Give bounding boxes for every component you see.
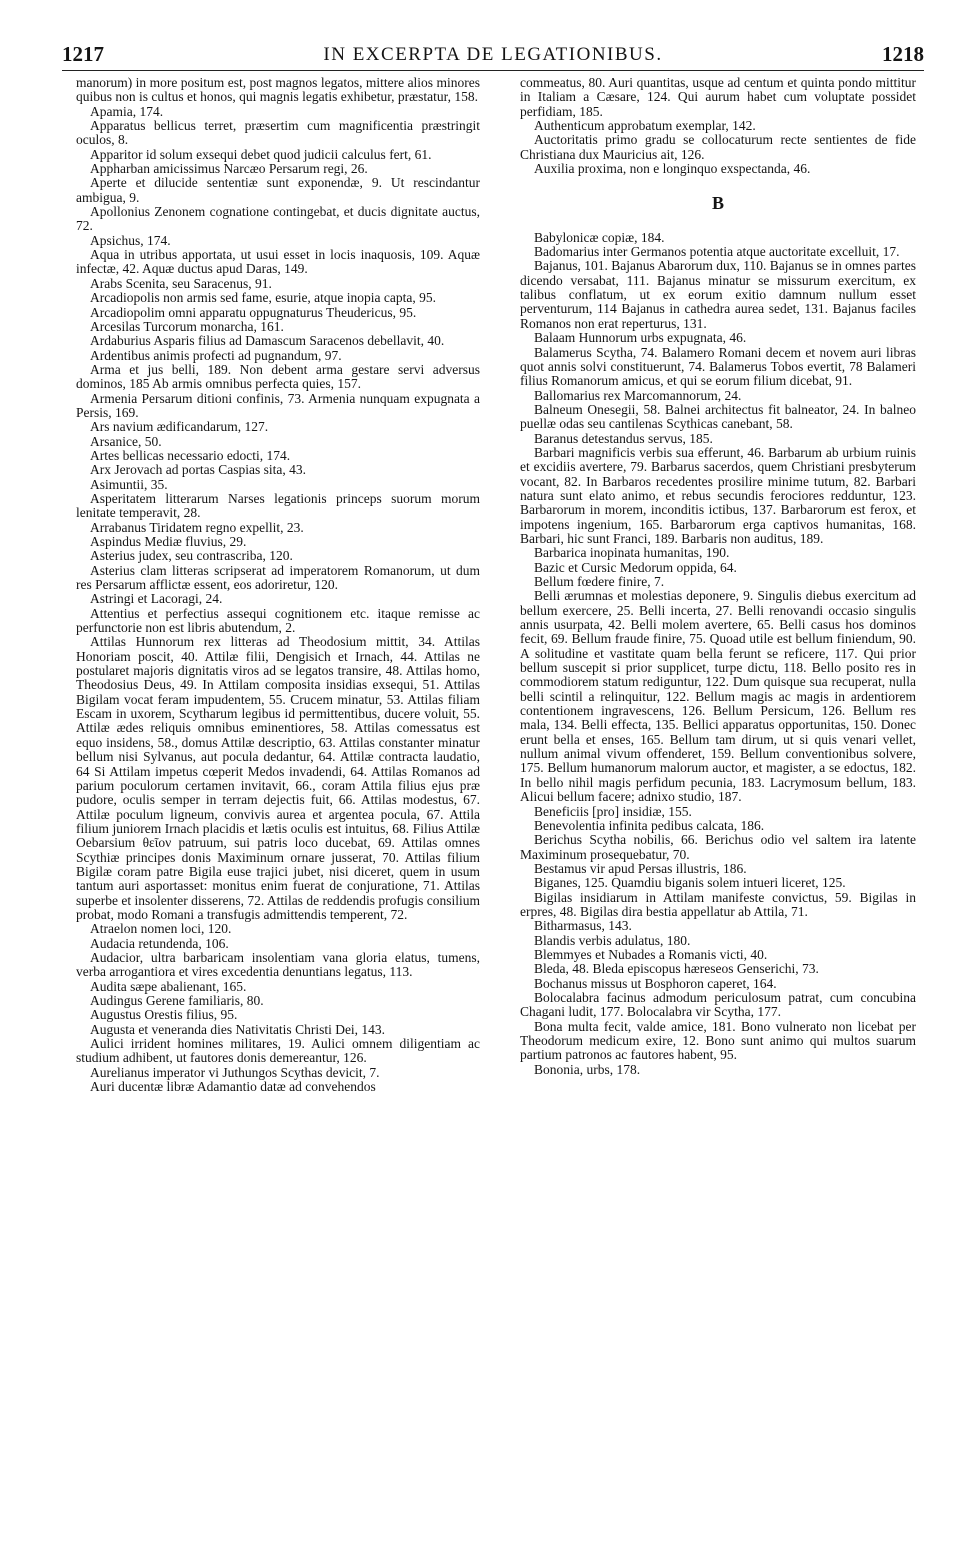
index-entry: Audita sæpe abalienant, 165. bbox=[90, 978, 247, 994]
index-entry: Balneum Onesegii, 58. Balnei architectus fit balneator, 24. In balneo puellæ odas seu cantilenas Scythicas canebant, 58. bbox=[520, 401, 916, 432]
index-entry: Attilas Hunnorum rex litteras ad Theodosium mittit, 34. Attilas Honoriam poscit, 40. Attilæ filii, Dengisich et Irnach, 44. Attilas ne postularet majoris dignitatis viros ad se legatos transire, 48. Attilas homo, Theodosius Deus, 49. In Attilam composita insidias exsequi, 51. Attilas Bigilam vocat feram impudentem, 55. Crucem minatur, 53. Attilas filiam Escam in uxorem, Scytharum legibus id permittentibus, ducere voluit, 55. Attilæ ædes reliquis omnibus eminentiores, 58. Attilas comessatus est equo insidens, 58., domus Attilæ descriptio, 63. Attilas constanter minatur bellum nisi Sylvanus, aut pocula dedantur, 64. Attilæ contracta laudatio, 64 Si Attilam impetus cœperit Medos invadendi, 64. Attilas Romanos ad parium poculorum certamen invitavit, 66., coram Attila filius ejus præ pudore, oculis semper in terram dejectis fuit, 66. Attilas modestus, 67. Attilæ poculum ligneum, convivis aurea et argentea pocula, 67. Attila filium juniorem Irnach placidis et lætis oculis est intuitus, 68. Filius Attilæ Oebarsium θεῖον patruum, sui patris loco ducebat, 69. Attilas omnes Scythiæ principes donis Maximinum ornare jusserat, 70. Attilas filium Bigilæ coram patre Bigila euse trajici jubet, nisi diceret, quem in usum tantum auri asportasset: monitus enim fuerat de conjuratione, 71. Attilas superbe et insolenter disserens, 72. Attilas de reddendis profugis consilium probat, modo Romani a transfugis admittendis temperent, 72. bbox=[76, 634, 480, 922]
index-entry: Arma et jus belli, 189. Non debent arma gestare servi adversus dominos, 185 Ab armis omnibus perfecta quies, 157. bbox=[76, 361, 480, 392]
index-entry: Balamerus Scytha, 74. Balamero Romani decem et novem auri libras quot annis solvi constituerunt, 74. Balamerus Tobos evertit, 78 Balameri filius Romanorum amicus, et qui se eorum filium dicebat, 91. bbox=[520, 344, 916, 389]
index-entry: Badomarius inter Germanos potentia atque auctoritate excelluit, 17. bbox=[534, 244, 900, 260]
page-number-left: 1217 bbox=[62, 42, 104, 66]
page-header bbox=[62, 36, 924, 71]
index-entry: Aspindus Mediæ fluvius, 29. bbox=[90, 534, 247, 549]
index-entry: Bochanus missus ut Bosphoron caperet, 164. bbox=[534, 975, 777, 991]
index-entry: Artes bellicas necessario edocti, 174. bbox=[90, 447, 291, 463]
index-entry: Apamia, 174. bbox=[90, 103, 164, 119]
index-entry: Balaam Hunnorum urbs expugnata, 46. bbox=[534, 330, 747, 346]
index-entry: Biganes, 125. Quamdiu biganis solem intueri liceret, 125. bbox=[534, 875, 846, 891]
index-entry: Bononia, urbs, 178. bbox=[534, 1061, 641, 1077]
running-title: IN EXCERPTA DE LEGATIONIBUS. bbox=[323, 44, 663, 65]
index-entry: Bona multa fecit, valde amice, 181. Bono vulnerato non licebat per Theodorum medicum exire, 12. Bono sunt animo qui multos suarum partium patronos ac fautores habent, 95. bbox=[520, 1018, 916, 1063]
index-entry: Berichus Scytha nobilis, 66. Berichus odio vel saltem ira latente Maximinum prosequebatur, 70. bbox=[520, 832, 916, 862]
index-entry: Apparitor id solum exsequi debet quod judicii calculus fert, 61. bbox=[90, 146, 432, 162]
index-entry: Aqua in utribus apportata, ut usui esset in locis inaquosis, 109. Aquæ infectæ, 42. Aquæ ductus apud Daras, 149. bbox=[76, 247, 480, 277]
index-entry: Apsichus, 174. bbox=[90, 232, 171, 248]
index-entry: Atraelon nomen loci, 120. bbox=[90, 921, 232, 937]
index-entry: Arrabanus Tiridatem regno expellit, 23. bbox=[90, 519, 304, 535]
index-entry: Augusta et veneranda dies Nativitatis Christi Dei, 143. bbox=[90, 1021, 386, 1037]
index-entry: Baranus detestandus servus, 185. bbox=[534, 430, 713, 446]
index-entry: Aperte et dilucide sententiæ sunt exponendæ, 9. Ut rescindantur ambigua, 9. bbox=[76, 175, 480, 205]
index-entries-a bbox=[520, 76, 916, 176]
index-entry: Blandis verbis adulatus, 180. bbox=[534, 932, 691, 948]
index-entry: Appharban amicissimus Narcæo Persarum regi, 26. bbox=[90, 161, 368, 177]
index-entry: Ardentibus animis profecti ad pugnandum, 97. bbox=[90, 347, 342, 363]
index-entry: Bigilas insidiarum in Attilam manifeste convictus, 59. Bigilas in erpres, 48. Bigilas dira bestia appellatur ab Attila, 71. bbox=[520, 889, 916, 919]
index-entry: Aulici irrident homines militares, 19. Aulici omnem diligentiam ac studium adhibent, ut fautores donis demereantur, 126. bbox=[76, 1036, 480, 1066]
index-entry: Barbari magnificis verbis sua efferunt, 46. Barbarum ab urbium ruinis et excidiis avertere, 79. Barbarus sacerdos, quem Christiani presbyterum vocant, 82. In Barbaros recedentes prosilire minime tutum, 82. Barbari natura sunt elato animo, et rebus secundis ferociores redduntur, 123. Barbarorum in morem, inconditis ictibus, 137. Barbarorum est ferox, et impotens ingenium, 165. Barbarorum erga captivos humanitas, 168. Barbari, hic sunt Franci, 189. Barbaris non auditus, 189. bbox=[520, 444, 916, 546]
index-entry: Bazic et Cursic Medorum oppida, 64. bbox=[534, 559, 737, 575]
index-entry: Bitharmasus, 143. bbox=[534, 918, 632, 934]
index-entry: Auxilia proxima, non e longinquo exspectanda, 46. bbox=[534, 161, 811, 177]
index-entry: Apollonius Zenonem cognatione contingebat, et ducis dignitate auctus, 72. bbox=[76, 204, 480, 234]
index-entry: Arabs Scenita, seu Saracenus, 91. bbox=[90, 275, 272, 291]
index-entry: Arcadiopolis non armis sed fame, esurie, atque inopia capta, 95. bbox=[90, 290, 437, 306]
index-entry: Armenia Persarum ditioni confinis, 73. Armenia nunquam expugnata a Persis, 169. bbox=[76, 390, 480, 420]
index-entry: Ballomarius rex Marcomannorum, 24. bbox=[534, 387, 742, 403]
index-entry: Asterius judex, seu contrascriba, 120. bbox=[90, 548, 293, 564]
index-entry: commeatus, 80. Auri quantitas, usque ad centum et quinta pondo mittitur in Italiam a Cæsare, 124. Qui aurum habet cum voluptate possidet perfidiam, 185. bbox=[520, 75, 916, 119]
page-number-right: 1218 bbox=[882, 42, 924, 66]
index-entry: Audacior, ultra barbaricam insolentiam vana gloria elatus, tumens, verba arrogantiora et vires excedentia denuntians legatus, 113. bbox=[76, 949, 480, 980]
index-entry: Attentius et perfectius assequi cognitionem etc. itaque remisse ac perfunctorie non est libris abutendum, 2. bbox=[76, 605, 480, 636]
index-entry: Arsanice, 50. bbox=[90, 433, 162, 449]
index-entry: Bolocalabra facinus admodum periculosum patrat, cum concubina Chagani ludit, 177. Bolocalabra vir Scytha, 177. bbox=[520, 989, 916, 1020]
index-entry: Auri ducentæ libræ Adamantio datæ ad convehendos bbox=[90, 1079, 376, 1095]
index-entry: Augustus Orestis filius, 95. bbox=[90, 1007, 238, 1023]
index-entry: Asimuntii, 35. bbox=[90, 476, 168, 492]
index-entry: manorum) in more positum est, post magnos legatos, mittere alios minores quibus non is cultus et honos, qui magnis legatis exhibetur, præstatur, 158. bbox=[76, 75, 480, 105]
index-entry: Arx Jerovach ad portas Caspias sita, 43. bbox=[90, 462, 306, 478]
index-entry: Authenticum approbatum exemplar, 142. bbox=[534, 118, 756, 134]
index-entry: Bleda, 48. Bleda episcopus hæreseos Genserichi, 73. bbox=[534, 961, 819, 977]
index-column-right bbox=[520, 76, 916, 1077]
section-letter: B bbox=[711, 193, 724, 214]
index-entries-b bbox=[520, 231, 916, 1077]
index-entry: Ardaburius Asparis filius ad Damascum Saracenos debellavit, 40. bbox=[90, 333, 445, 349]
index-entry: Babylonicæ copiæ, 184. bbox=[534, 229, 665, 245]
index-entry: Asperitatem litterarum Narses legationis princeps suorum morum lenitate temperavit, 28. bbox=[76, 490, 480, 521]
index-entry: Apparatus bellicus terret, præsertim cum magnificentia præstringit oculos, 8. bbox=[76, 118, 480, 148]
index-entry: Bellum fœdere finire, 7. bbox=[534, 574, 665, 589]
index-entry: Audingus Gerene familiaris, 80. bbox=[90, 993, 264, 1008]
index-entry: Auctoritatis primo gradu se collocaturum recte sentientes de fide Christiana dux Mauricius ait, 126. bbox=[520, 132, 916, 162]
index-entry: Arcadiopolim omni apparatu oppugnaturus Theudericus, 95. bbox=[90, 304, 417, 320]
index-entry: Astringi et Lacoragi, 24. bbox=[90, 591, 223, 607]
index-entry: Arcesilas Turcorum monarcha, 161. bbox=[90, 318, 284, 334]
index-entry: Aurelianus imperator vi Juthungos Scythas devicit, 7. bbox=[90, 1064, 380, 1080]
index-entry: Benevolentia infinita pedibus calcata, 186. bbox=[534, 817, 765, 833]
index-entry: Barbarica inopinata humanitas, 190. bbox=[534, 545, 730, 561]
index-entry: Belli ærumnas et molestias deponere, 9. Singulis diebus exercitum ad bellum exercere, 25. Belli incerta, 27. Belli renovandi occasio singulis annis usurpata, 42. Belli molem avertere, 65. Belli casus hos dominos fecit, 69. Bellum fraude finire, 75. Quoad utile est bellum finiendum, 90. A solitudine et vastitate quam bella ferunt se reficere, 117. Qui prior bellum suscepit si prior supplicet, turpe dictu, 118. Bello posito res in commodiorem statum rediguntur, 122. Dum quisque sua recuperat, nulla belli scintil a relinquitur, 122. Bellum magis ac magis in ardentiorem contentionem ingravescens, 126. Bellum Persicum, 126. Bellum res mala, 134. Belli effecta, 135. Bellici apparatus opportunitas, 150. Donec erunt bella et enses, 165. Bellum tam dirum, ut si quis venari vellet, nullum animal vivum offenderet, 159. Bellum conventionibus solvere, 175. Bellum humanorum malorum auctor, et magister, a se edoctus, 182. In bello nihil magis perfidum pecunia, 183. Lacrymosum bellum, 183. Alicui bellum facere; adnixo studio, 187. bbox=[520, 588, 916, 805]
index-entry: Audacia retundenda, 106. bbox=[90, 935, 229, 951]
index-entry: Asterius clam litteras scripserat ad imperatorem Romanorum, ut dum res Persarum afflictæ essent, eos adoriretur, 120. bbox=[76, 562, 480, 593]
index-entry: Bajanus, 101. Bajanus Abarorum dux, 110. Bajanus se in omnes partes dicendo versabat, 111. Bajanus minatur se missurum exercitum, ex talibus conflatum, ut ex eorum exitio damnum nullum esset perventurum, 114 Bajanus in cathedra aurea sedet, 131. Bajanus faciles Romanos non erat reperturus, 131. bbox=[520, 258, 916, 331]
index-entry: Blemmyes et Nubades a Romanis victi, 40. bbox=[534, 946, 768, 962]
index-entry: Beneficiis [pro] insidiæ, 155. bbox=[534, 803, 692, 819]
index-entry: Bestamus vir apud Persas illustris, 186. bbox=[534, 860, 747, 876]
index-entry: Ars navium ædificandarum, 127. bbox=[90, 419, 269, 435]
index-column-left bbox=[76, 76, 480, 1094]
